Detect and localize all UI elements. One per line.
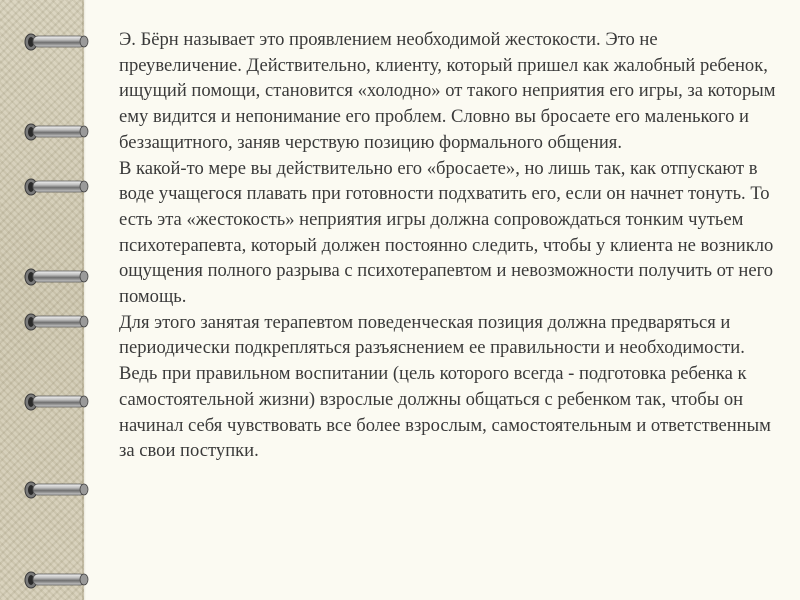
binder-ring-icon — [24, 120, 90, 142]
binder-ring-icon — [24, 310, 90, 332]
binder-ring-icon — [24, 175, 90, 197]
paragraph-3: Для этого занятая терапевтом поведенческая позиция должна предваряться и периодически подкрепляться разъяснением ее правильности и необходимости. Ведь при правильном воспитании (цель которого всегда - подготовка ребенка к самостоятельной жизни) взрослые должны общаться с ребенком так, чтобы он начинал себя чувствовать все более взрослым, самостоятельным и ответственным за свои поступки. — [119, 311, 771, 462]
binder-ring-icon — [24, 390, 90, 412]
binder-ring-icon — [24, 30, 90, 52]
binder-ring-icon — [24, 265, 90, 287]
binder-ring-icon — [24, 478, 90, 500]
paragraph-2: В какой-то мере вы действительно его «бросаете», но лишь так, как отпускают в воде учащегося плавать при готовности подхватить его, если он начнет тонуть. То есть эта «жестокость» неприятия игры должна сопровождаться тонким чутьем психотерапевта, который должен постоянно следить, чтобы у клиента не возникло ощущения полного разрыва с психотерапевтом и невозможности получить от него помощь. — [119, 157, 774, 308]
slide-text — [119, 27, 779, 464]
binder-ring-icon — [24, 568, 90, 590]
paragraph-1: Э. Бёрн называет это проявлением необходимой жестокости. Это не преувеличение. Действительно, клиенту, который пришел как жалобный ребенок, ищущий помощи, становится «холодно» от такого неприятия его игры, за которым ему видится и непонимание его проблем. Словно вы бросаете его маленького и беззащитного, заняв черствую позицию формального общения. — [119, 29, 776, 153]
binder-rings — [24, 0, 94, 600]
